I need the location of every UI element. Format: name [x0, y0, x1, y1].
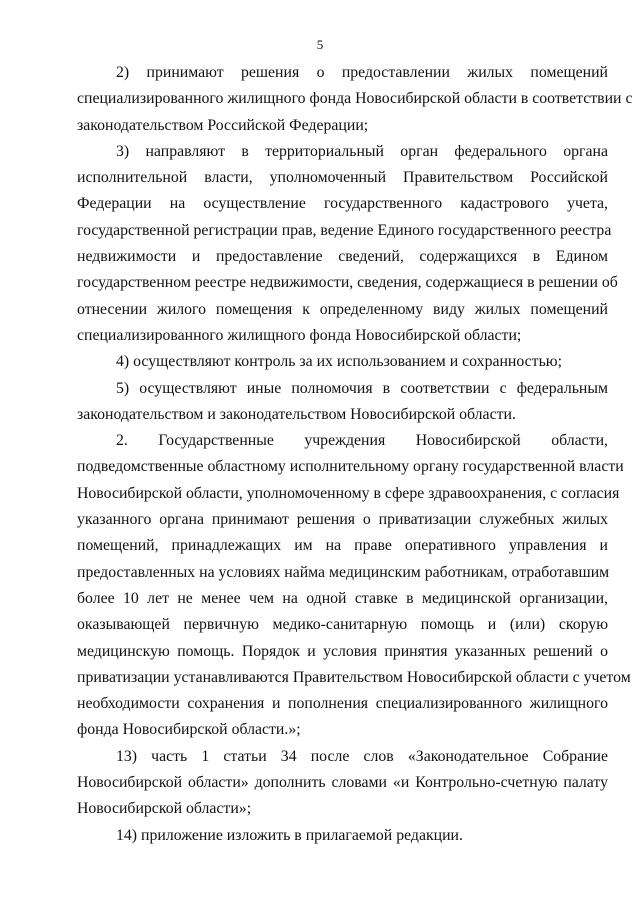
paragraph — [77, 376, 608, 429]
document-body — [77, 60, 633, 849]
text-line: 2) принимают решения о предоставлении жилых помещений — [116, 64, 608, 81]
text-line: Федерации на осуществление государственного кадастрового учета, — [77, 195, 608, 213]
text-line: подведомственные областному исполнительному органу государственной власти — [77, 458, 624, 476]
paragraph — [77, 428, 631, 744]
text-line: Новосибирской области» дополнить словами «и Контрольно-счетную палату — [77, 774, 608, 792]
text-line: предоставленных на условиях найма медицинским работникам, отработавшим — [77, 563, 610, 581]
text-line: отнесении жилого помещения к определенному виду жилых помещений — [77, 300, 608, 318]
page-number: 5 — [316, 37, 324, 52]
paragraph — [77, 349, 608, 375]
paragraph — [77, 60, 633, 139]
text-line: медицинскую помощь. Порядок и условия принятия указанных решений о — [77, 642, 608, 660]
paragraph — [77, 139, 618, 349]
text-line: государственном реестре недвижимости, сведения, содержащиеся в решении об — [77, 274, 618, 292]
text-line: исполнительной власти, уполномоченный Правительством Российской — [77, 169, 608, 187]
text-line: государственной регистрации прав, ведение Единого государственного реестра — [77, 221, 612, 239]
paragraph — [77, 823, 608, 849]
text-line: 3) направляют в территориальный орган федерального органа — [116, 142, 608, 160]
text-line: недвижимости и предоставление сведений, содержащихся в Едином — [77, 248, 608, 266]
text-line: необходимости сохранения и пополнения специализированного жилищного — [77, 695, 608, 713]
text-line: законодательством Российской Федерации; — [77, 116, 369, 134]
text-line: законодательством и законодательством Новосибирской области. — [77, 405, 516, 423]
text-line: помещений, принадлежащих им на праве оперативного управления и — [77, 537, 608, 555]
text-line: Новосибирской области»; — [77, 800, 252, 818]
text-line: указанного органа принимают решения о приватизации служебных жилых — [77, 511, 608, 529]
text-line: специализированного жилищного фонда Новосибирской области; — [77, 326, 522, 344]
text-line: оказывающей первичную медико-санитарную помощь и (или) скорую — [77, 616, 608, 634]
text-line: 4) осуществляют контроль за их использованием и сохранностью; — [116, 353, 562, 371]
text-line: приватизации устанавливаются Правительством Новосибирской области с учетом — [77, 668, 631, 686]
text-line: более 10 лет не менее чем на одной ставке в медицинской организации, — [77, 589, 608, 607]
paragraph — [77, 744, 608, 823]
text-line: 2. Государственные учреждения Новосибирской области, — [116, 432, 608, 450]
text-line: 14) приложение изложить в прилагаемой редакции. — [116, 826, 463, 844]
text-line: 5) осуществляют иные полномочия в соответствии с федеральным — [116, 379, 608, 397]
text-line: специализированного жилищного фонда Новосибирской области в соответствии с — [77, 90, 633, 108]
text-line: Новосибирской области, уполномоченному в сфере здравоохранения, с согласия — [77, 484, 620, 502]
text-line: фонда Новосибирской области.»; — [77, 721, 301, 739]
text-line: 13) часть 1 статьи 34 после слов «Законодательное Собрание — [116, 747, 608, 765]
